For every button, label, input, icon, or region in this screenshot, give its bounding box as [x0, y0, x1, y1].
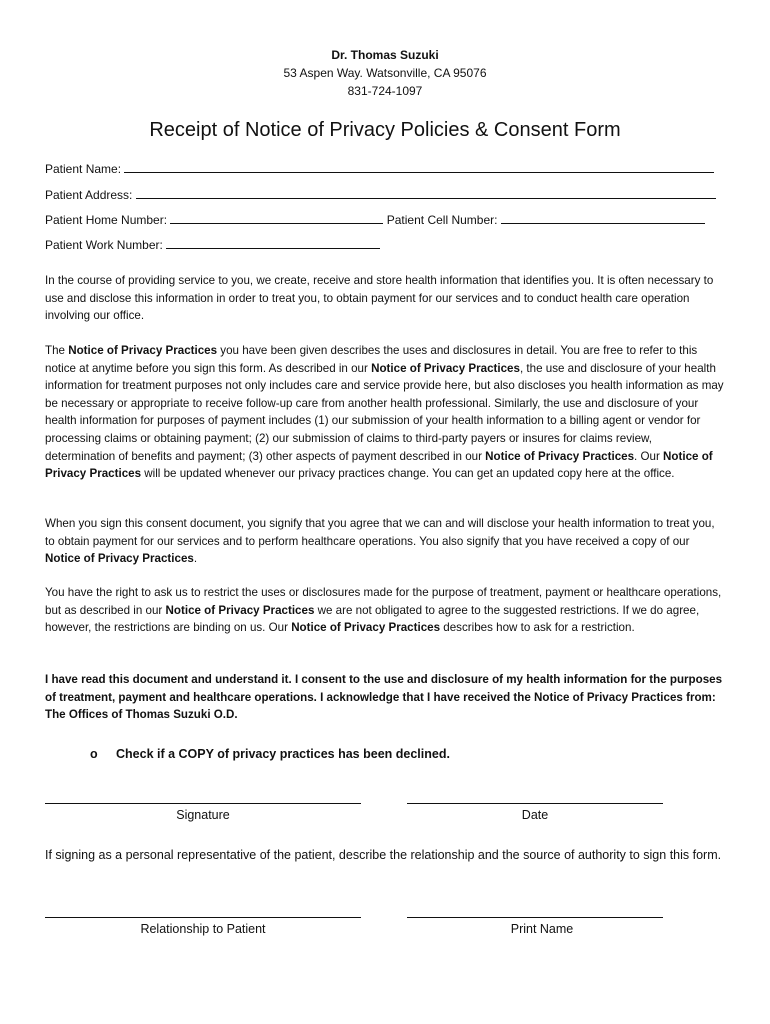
practice-phone: 831-724-1097: [347, 84, 423, 98]
patient-phone-row: [45, 212, 705, 227]
paragraph-acknowledgement: I have read this document and understand it. I consent to the use and disclosure of my health information for the purposes of treatment, payment and healthcare operations. I acknowledge that I have received the Notice of Privacy Practices from: The Offices of Thomas Suzuki O.D.: [45, 673, 723, 722]
cell-number-line[interactable]: [501, 212, 705, 224]
paragraph-notice: The Notice of Privacy Practices you have been given describes the uses and disclosures in detail. You are free to refer to this notice at anytime before you sign this form. As described in our Notice of Privacy Practices, the use and disclosure of your health information for treatment purposes not only includes care and service provide here, but also discloses you health information as may be necessary or appropriate to receive follow-up care from another health professional. Similarly, the use and disclosure of your health information for purposes of payment includes (1) our submission of your health information to a billing agent or vendor for processing claims or obtaining payment; (2) our submission of claims to third-party payers or insures for claims review, determination of benefits and payment; (3) other aspects of payment described in our Notice of Privacy Practices. Our Notice of Privacy Practices will be updated whenever our privacy practices change. You can get an updated copy here at the office.: [45, 344, 724, 481]
paragraph-intro: In the course of providing service to you, we create, receive and store health information that identifies you. It is often necessary to use and disclose this information in order to treat you, to obtain payment for our services and to conduct health care operation involving our office.: [45, 274, 714, 323]
patient-work-number-field[interactable]: [45, 237, 380, 252]
paragraph-consent: When you sign this consent document, you signify that you agree that we can and will disclose your health information to treat you, to obtain payment for our services and to perform healthcare operations. You also signify that you have received a copy of our Notice of Privacy Practices.: [45, 517, 715, 566]
patient-address-line[interactable]: [136, 187, 716, 199]
representative-instructions: If signing as a personal representative of the patient, describe the relationship and the source of authority to sign this form.: [45, 848, 722, 862]
signature-label: Signature: [176, 808, 230, 822]
paragraph-restrictions: You have the right to ask us to restrict the uses or disclosures made for the purpose of treatment, payment or healthcare operations, but as described in our Notice of Privacy Practices we are not obligated to agree to the suggested restrictions. If we do agree, however, the restrictions are binding on us. Our Notice of Privacy Practices describes how to ask for a restriction.: [45, 586, 722, 635]
home-number-line[interactable]: [170, 212, 383, 224]
work-number-label: Patient Work Number:: [45, 238, 163, 252]
date-label: Date: [521, 808, 549, 822]
practice-address: 53 Aspen Way. Watsonville, CA 95076: [283, 66, 487, 80]
checkbox-circle-icon[interactable]: o: [90, 747, 98, 761]
patient-name-label: Patient Name:: [45, 162, 122, 176]
signature-line[interactable]: [45, 803, 361, 804]
home-number-label: Patient Home Number:: [45, 213, 168, 227]
patient-address-field[interactable]: [45, 187, 716, 202]
work-number-line[interactable]: [166, 237, 380, 249]
patient-name-field[interactable]: [45, 161, 714, 176]
print-name-label: Print Name: [510, 922, 574, 936]
practice-header: [0, 46, 770, 100]
checkbox-label: Check if a COPY of privacy practices has been declined.: [116, 747, 450, 761]
patient-address-label: Patient Address:: [45, 188, 133, 202]
form-title: Receipt of Notice of Privacy Policies & Consent Form: [149, 119, 621, 141]
doctor-name: Dr. Thomas Suzuki: [331, 48, 439, 62]
print-name-line[interactable]: [407, 917, 663, 918]
date-line[interactable]: [407, 803, 663, 804]
relationship-label: Relationship to Patient: [140, 922, 266, 936]
relationship-line[interactable]: [45, 917, 361, 918]
patient-name-line[interactable]: [124, 161, 714, 173]
decline-copy-checkbox[interactable]: [90, 747, 450, 761]
cell-number-label: Patient Cell Number:: [386, 213, 498, 227]
